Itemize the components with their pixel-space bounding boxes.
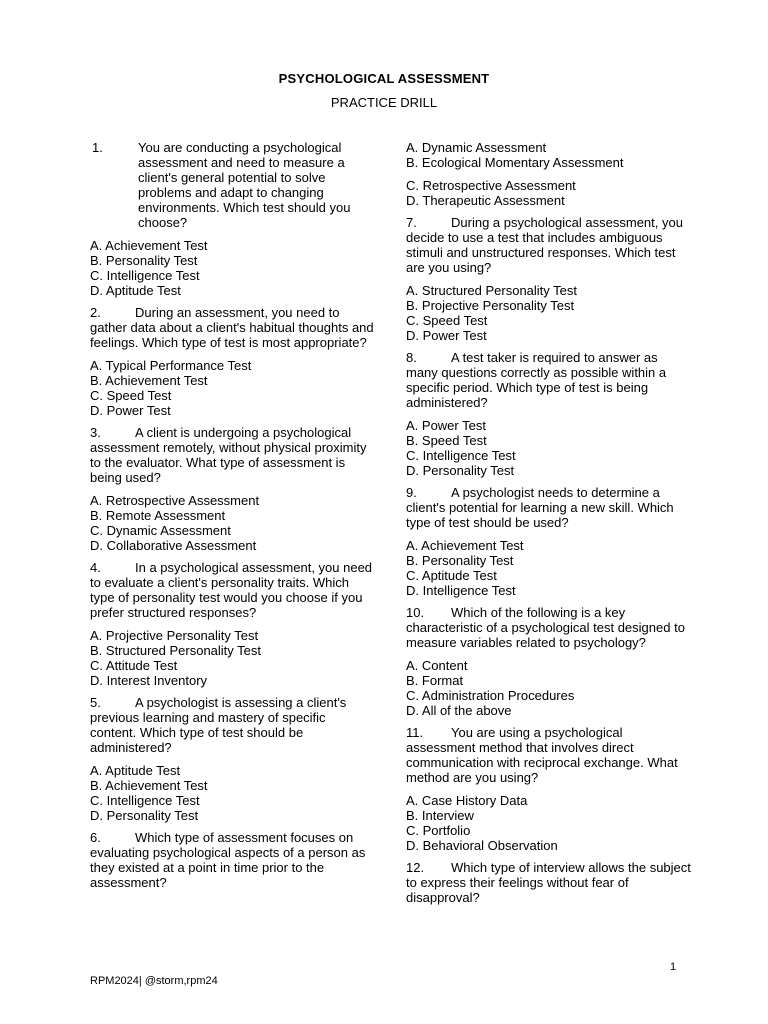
right-column: [406, 140, 691, 905]
question-12: [406, 860, 691, 905]
question-text: 10. Which of the following is a key characteristic of a psychological test designed to measure variables related to psychology?: [406, 605, 685, 650]
option-c: C. Attitude Test: [90, 658, 178, 673]
question-3: [90, 425, 375, 553]
question-4: [90, 560, 375, 688]
question-6-options-continued: [406, 140, 691, 208]
question-number: 11.: [406, 725, 424, 740]
option-list: [90, 763, 375, 823]
option-a: A. Structured Personality Test: [406, 283, 578, 298]
document-title: PSYCHOLOGICAL ASSESSMENT: [278, 71, 490, 86]
question-number: 9.: [406, 485, 417, 500]
option-c: C. Aptitude Test: [406, 568, 497, 583]
question-2: [90, 305, 375, 418]
option-d: D. All of the above: [406, 703, 512, 718]
option-list: [406, 283, 691, 343]
option-d: D. Personality Test: [406, 463, 515, 478]
option-list: [406, 658, 691, 718]
option-c: C. Portfolio: [406, 823, 471, 838]
option-a: A. Case History Data: [406, 793, 528, 808]
question-number: 5.: [90, 695, 101, 710]
question-number: 4.: [90, 560, 101, 575]
option-a: A. Achievement Test: [406, 538, 524, 553]
option-list: [406, 793, 691, 853]
option-d: D. Power Test: [406, 328, 487, 343]
question-10: [406, 605, 691, 718]
question-7: [406, 215, 691, 343]
option-b: B. Remote Assessment: [90, 508, 226, 523]
question-9: [406, 485, 691, 598]
option-a: A. Typical Performance Test: [90, 358, 252, 373]
option-a: A. Content: [406, 658, 468, 673]
document-subtitle: PRACTICE DRILL: [330, 95, 438, 110]
option-b: B. Personality Test: [406, 553, 514, 568]
question-11: [406, 725, 691, 853]
question-6: [90, 830, 375, 890]
option-c: C. Intelligence Test: [90, 793, 200, 808]
question-text: 4. In a psychological assessment, you need to evaluate a client's personality traits. Which type of personality test would you choose if you prefer structured responses?: [90, 560, 373, 620]
question-text: 8. A test taker is required to answer as many questions correctly as possible within a specific period. Which type of test is being administered?: [406, 350, 667, 410]
option-b: B. Interview: [406, 808, 474, 823]
option-b: B. Achievement Test: [90, 373, 208, 388]
question-5: [90, 695, 375, 823]
option-a: A. Aptitude Test: [90, 763, 181, 778]
question-number: 1.: [92, 140, 103, 155]
option-d: D. Power Test: [90, 403, 171, 418]
option-d: D. Personality Test: [90, 808, 199, 823]
option-list: [406, 538, 691, 598]
question-number: 2.: [90, 305, 101, 320]
question-text: 7. During a psychological assessment, you decide to use a test that includes ambiguous stimuli and unstructured responses. Which test are you using?: [406, 215, 683, 275]
option-c: C. Intelligence Test: [90, 268, 200, 283]
option-list: [90, 628, 375, 688]
question-text: 3. A client is undergoing a psychological assessment remotely, without physical proximity to the evaluator. What type of assessment is being used?: [90, 425, 367, 485]
question-number: 7.: [406, 215, 417, 230]
question-number: 6.: [90, 830, 101, 845]
page-number: 1: [670, 961, 677, 973]
option-c: C. Speed Test: [406, 313, 488, 328]
question-8: [406, 350, 691, 478]
option-list: [90, 493, 375, 553]
question-1: [90, 140, 375, 298]
question-text: 1. You are conducting a psychological assessment and need to measure a client's general potential to solve problems and adapt to changing environments. Which test should you choose?: [92, 140, 351, 230]
option-list: [406, 178, 691, 208]
option-b: B. Achievement Test: [90, 778, 208, 793]
question-text: 11. You are using a psychological assessment method that involves direct communication with reciprocal exchange. What method are you using?: [406, 725, 678, 785]
option-b: B. Ecological Momentary Assessment: [406, 155, 624, 170]
question-text: 6. Which type of assessment focuses on evaluating psychological aspects of a person as they existed at a point in time prior to the assessment?: [90, 830, 366, 890]
option-d: D. Interest Inventory: [90, 673, 208, 688]
question-text: 5. A psychologist is assessing a client's previous learning and mastery of specific content. Which type of test should be administered?: [90, 695, 347, 755]
question-number: 12.: [406, 860, 425, 875]
option-d: D. Intelligence Test: [406, 583, 516, 598]
option-b: B. Projective Personality Test: [406, 298, 575, 313]
option-d: D. Aptitude Test: [90, 283, 181, 298]
option-d: D. Behavioral Observation: [406, 838, 558, 853]
left-column: [90, 140, 375, 890]
option-c: C. Administration Procedures: [406, 688, 575, 703]
option-a: A. Power Test: [406, 418, 486, 433]
option-c: C. Dynamic Assessment: [90, 523, 231, 538]
question-text: 2. During an assessment, you need to gather data about a client's habitual thoughts and feelings. Which type of test is most appropriate?: [90, 305, 374, 350]
question-number: 3.: [90, 425, 101, 440]
option-b: B. Format: [406, 673, 464, 688]
question-text: 9. A psychologist needs to determine a client's potential for learning a new skill. Which type of test should be used?: [406, 485, 674, 530]
option-d: D. Therapeutic Assessment: [406, 193, 565, 208]
option-list: [406, 140, 691, 170]
option-c: C. Speed Test: [90, 388, 172, 403]
option-d: D. Collaborative Assessment: [90, 538, 257, 553]
option-list: [406, 418, 691, 478]
option-list: [90, 358, 375, 418]
question-number: 8.: [406, 350, 417, 365]
option-c: C. Retrospective Assessment: [406, 178, 576, 193]
option-list: [90, 238, 375, 298]
option-a: A. Achievement Test: [90, 238, 208, 253]
question-number: 10.: [406, 605, 425, 620]
question-text: 12. Which type of interview allows the subject to express their feelings without fear of disapproval?: [406, 860, 691, 905]
option-a: A. Projective Personality Test: [90, 628, 259, 643]
option-c: C. Intelligence Test: [406, 448, 516, 463]
option-b: B. Speed Test: [406, 433, 487, 448]
footer-text: RPM2024| @storm,rpm24: [90, 975, 218, 987]
option-a: A. Dynamic Assessment: [406, 140, 547, 155]
option-b: B. Structured Personality Test: [90, 643, 262, 658]
option-b: B. Personality Test: [90, 253, 198, 268]
option-a: A. Retrospective Assessment: [90, 493, 260, 508]
